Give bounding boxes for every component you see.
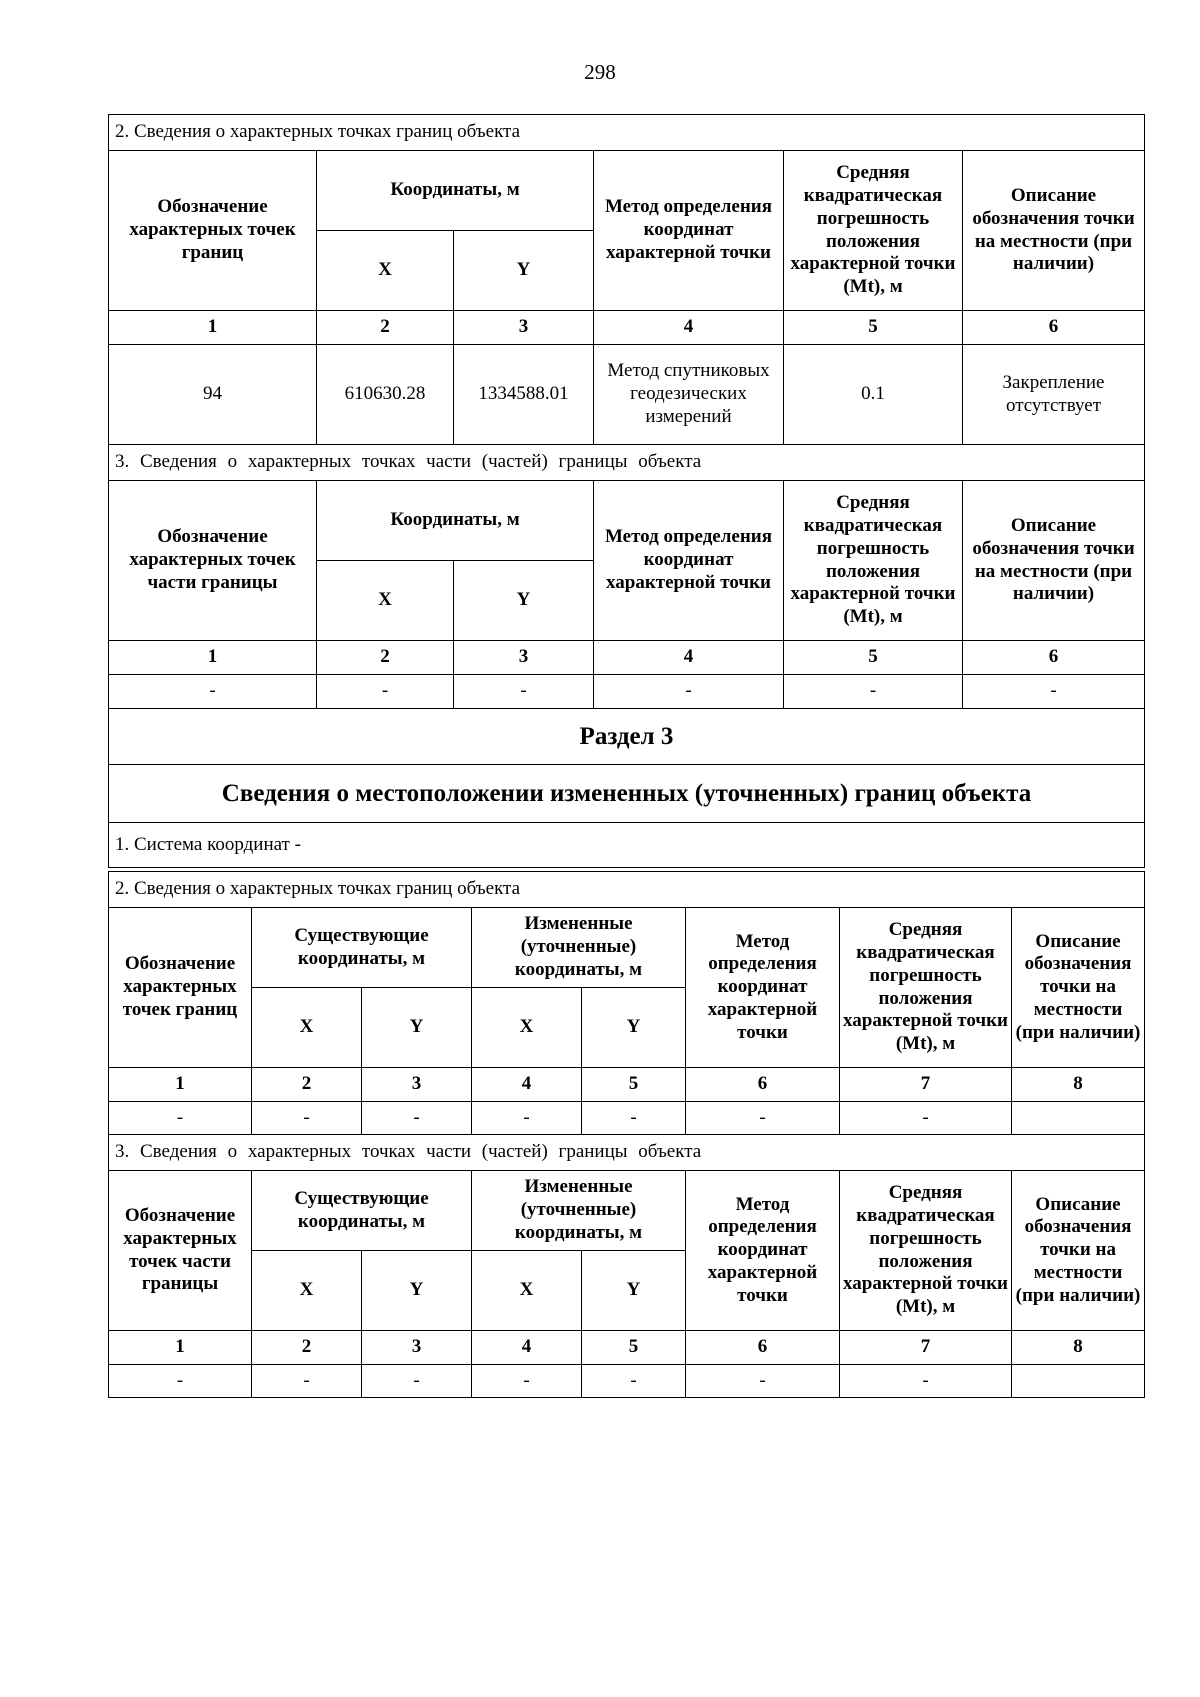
method-header: Метод определения координат характерной точки (594, 151, 784, 311)
part-x-header: X (317, 561, 454, 641)
part-existing-coordinates-header: Существующие координаты, м (252, 1171, 472, 1251)
boundary-points-table (108, 114, 1145, 868)
column-number: 5 (784, 641, 963, 675)
column-number: 5 (582, 1331, 686, 1365)
column-number-row (109, 641, 1145, 675)
table-cell: - (454, 675, 594, 709)
part-points-caption: 3. Сведения о характерных точках части (частей) границы объекта (109, 445, 1145, 481)
part-changed-coordinates-header: Измененные (уточненные) координаты, м (472, 1171, 686, 1251)
point-y: 1334588.01 (454, 345, 594, 445)
table-cell: - (686, 1102, 840, 1135)
part-y-header: Y (582, 1251, 686, 1331)
table-cell: - (109, 1365, 252, 1398)
column-number: 5 (784, 311, 963, 345)
column-number: 4 (472, 1331, 582, 1365)
column-number: 6 (963, 311, 1145, 345)
part-error-header: Средняя квадратическая погрешность положения характерной точки (Mt), м (840, 1171, 1012, 1331)
column-number: 3 (454, 641, 594, 675)
column-number: 7 (840, 1068, 1012, 1102)
column-number: 3 (362, 1068, 472, 1102)
column-number: 4 (472, 1068, 582, 1102)
changed-coordinates-header: Измененные (уточненные) координаты, м (472, 908, 686, 988)
table-cell: - (362, 1102, 472, 1135)
column-number-row (109, 1068, 1145, 1102)
table-cell: - (472, 1102, 582, 1135)
point-error: 0.1 (784, 345, 963, 445)
table-row (109, 345, 1145, 445)
part-y-header: Y (362, 1251, 472, 1331)
column-number: 1 (109, 311, 317, 345)
part-designation-header: Обозначение характерных точек части границы (109, 1171, 252, 1331)
x-header: X (472, 988, 582, 1068)
column-number: 3 (454, 311, 594, 345)
boundary-points-caption: 2. Сведения о характерных точках границ объекта (109, 115, 1145, 151)
description-header: Описание обозначения точки на местности (при наличии) (963, 151, 1145, 311)
y-header: Y (454, 231, 594, 311)
column-number-row (109, 1331, 1145, 1365)
point-designation: 94 (109, 345, 317, 445)
error-header: Средняя квадратическая погрешность положения характерной точки (Mt), м (784, 151, 963, 311)
part-designation-header: Обозначение характерных точек части границы (109, 481, 317, 641)
column-number: 2 (252, 1331, 362, 1365)
table-cell: - (594, 675, 784, 709)
section-title: Сведения о местоположении измененных (уточненных) границ объекта (109, 765, 1145, 823)
column-number: 2 (317, 311, 454, 345)
x-header: X (252, 988, 362, 1068)
page-number: 298 (584, 60, 616, 84)
table-cell: - (582, 1102, 686, 1135)
point-description: Закрепление отсутствует (963, 345, 1145, 445)
column-number: 3 (362, 1331, 472, 1365)
section-heading: Раздел 3 (109, 709, 1145, 765)
y-header: Y (582, 988, 686, 1068)
table-cell: - (252, 1102, 362, 1135)
column-number: 2 (252, 1068, 362, 1102)
method-header: Метод определения координат характерной точки (686, 908, 840, 1068)
changed-boundary-caption: 2. Сведения о характерных точках границ объекта (109, 872, 1145, 908)
description-header: Описание обозначения точки на местности (при наличии) (1012, 908, 1145, 1068)
column-number: 1 (109, 641, 317, 675)
table-cell: - (317, 675, 454, 709)
table-cell (1012, 1102, 1145, 1135)
table-cell: - (963, 675, 1145, 709)
part-x-header: X (472, 1251, 582, 1331)
column-number: 4 (594, 311, 784, 345)
table-cell: - (840, 1365, 1012, 1398)
part-coordinates-header: Координаты, м (317, 481, 594, 561)
column-number: 8 (1012, 1068, 1145, 1102)
designation-header: Обозначение характерных точек границ (109, 908, 252, 1068)
column-number: 5 (582, 1068, 686, 1102)
table-cell: - (109, 1102, 252, 1135)
coordinate-system: 1. Система координат - (109, 823, 1145, 868)
part-x-header: X (252, 1251, 362, 1331)
table-cell: - (362, 1365, 472, 1398)
table-cell: - (686, 1365, 840, 1398)
column-number: 8 (1012, 1331, 1145, 1365)
table-cell: - (109, 675, 317, 709)
column-number: 1 (109, 1331, 252, 1365)
error-header: Средняя квадратическая погрешность положения характерной точки (Mt), м (840, 908, 1012, 1068)
table-cell: - (582, 1365, 686, 1398)
column-number: 6 (686, 1068, 840, 1102)
point-x: 610630.28 (317, 345, 454, 445)
part-description-header: Описание обозначения точки на местности (при наличии) (963, 481, 1145, 641)
part-error-header: Средняя квадратическая погрешность положения характерной точки (Mt), м (784, 481, 963, 641)
changed-boundary-table (108, 871, 1145, 1398)
column-number: 7 (840, 1331, 1012, 1365)
coordinates-header: Координаты, м (317, 151, 594, 231)
table-row (109, 1102, 1145, 1135)
point-method: Метод спутниковых геодезических измерений (594, 345, 784, 445)
column-number: 4 (594, 641, 784, 675)
column-number: 6 (686, 1331, 840, 1365)
table-cell (1012, 1365, 1145, 1398)
existing-coordinates-header: Существующие координаты, м (252, 908, 472, 988)
column-number: 2 (317, 641, 454, 675)
part-y-header: Y (454, 561, 594, 641)
part-method-header: Метод определения координат характерной точки (686, 1171, 840, 1331)
table-row (109, 1365, 1145, 1398)
table-cell: - (840, 1102, 1012, 1135)
changed-part-caption: 3. Сведения о характерных точках части (частей) границы объекта (109, 1135, 1145, 1171)
table-row (109, 675, 1145, 709)
x-header: X (317, 231, 454, 311)
column-number: 1 (109, 1068, 252, 1102)
column-number: 6 (963, 641, 1145, 675)
part-method-header: Метод определения координат характерной точки (594, 481, 784, 641)
part-description-header: Описание обозначения точки на местности (при наличии) (1012, 1171, 1145, 1331)
table-cell: - (472, 1365, 582, 1398)
designation-header: Обозначение характерных точек границ (109, 151, 317, 311)
table-cell: - (784, 675, 963, 709)
column-number-row (109, 311, 1145, 345)
y-header: Y (362, 988, 472, 1068)
table-cell: - (252, 1365, 362, 1398)
